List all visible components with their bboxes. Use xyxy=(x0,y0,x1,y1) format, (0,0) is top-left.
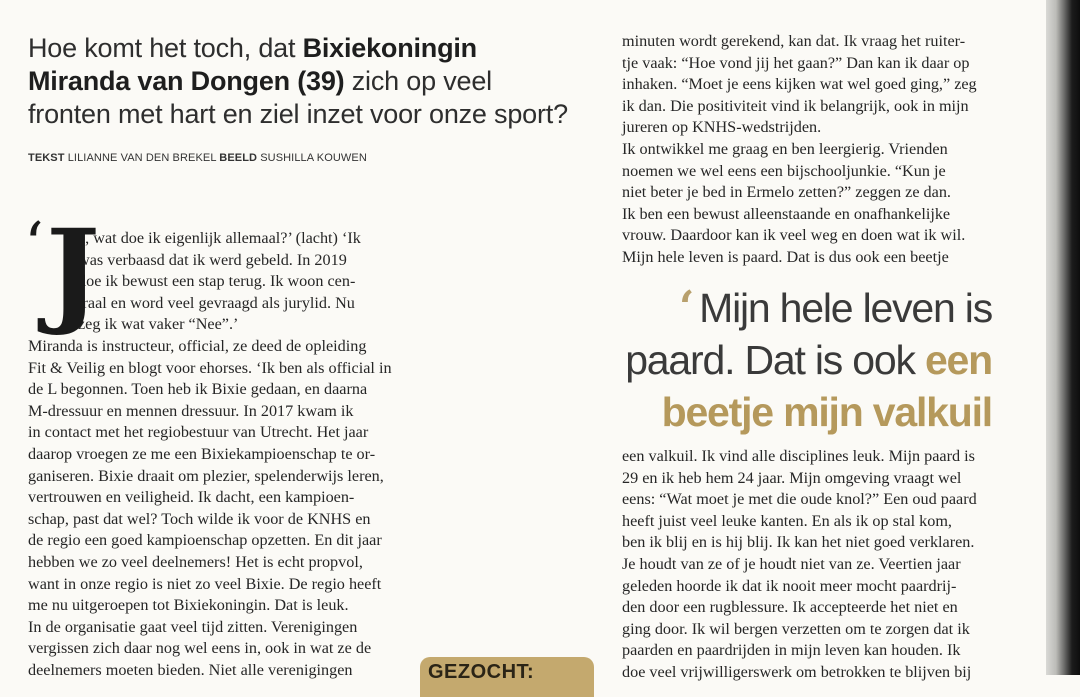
body-line: me nu uitgeroepen tot Bixiekoningin. Dat is leuk. xyxy=(28,596,349,615)
intro-line: traal en word veel gevraagd als jurylid. Nu xyxy=(78,293,355,312)
body-line: ben ik blij en is hij blij. Ik kan het niet goed verklaren. xyxy=(622,533,975,552)
pull-quote-line-2: paard. Dat is ook een xyxy=(625,337,992,383)
headline-subject: Bixiekoningin Miranda van Dongen (39) xyxy=(28,33,477,96)
pull-quote-mark: ‘ xyxy=(678,282,694,333)
body-line: Ik ben een bewust alleenstaande en onafhankelijke xyxy=(622,204,951,223)
body-line: de regio een goed kampioenschap opzetten. En dit jaar xyxy=(28,531,382,550)
pull-quote xyxy=(610,282,992,438)
body-line: tje vaak: “Hoe vond jij het gaan?” Dan kan ik daar op xyxy=(622,53,970,72)
pull-quote-line-3: beetje mijn valkuil xyxy=(661,389,992,435)
body-line: inhaken. “Moet je eens kijken wat wel goed ging,” zeg xyxy=(622,75,977,94)
body-line: 29 en ik heb hem 24 jaar. Mijn omgeving vraagt wel xyxy=(622,468,962,487)
body-line: Ik ontwikkel me graag en ben leergierig. Vrienden xyxy=(622,139,948,158)
drop-cap: J xyxy=(46,204,100,338)
page-binding-edge xyxy=(1046,0,1080,675)
body-line: In de organisatie gaat veel tijd zitten. Verenigingen xyxy=(28,617,358,636)
credit-text-name: LILIANNE VAN DEN BREKEL xyxy=(67,152,217,164)
body-line: den door een rugblessure. Ik accepteerde het niet en xyxy=(622,598,958,617)
right-column-bottom xyxy=(622,446,992,684)
body-paragraph-left xyxy=(28,336,400,682)
headline-intro: Hoe komt het toch, dat xyxy=(28,33,303,63)
body-line: vergissen zich daar nog wel eens in, ook in wat ze de xyxy=(28,639,372,658)
body-line: ganiseren. Bixie draait om plezier, spelenderwijs leren, xyxy=(28,466,384,485)
credit-image-label: BEELD xyxy=(219,152,258,164)
body-line: schap, past dat wel? Toch wilde ik voor de KNHS en xyxy=(28,509,371,528)
body-line: paarden en paardrijden in mijn leven kan houden. Ik xyxy=(622,641,961,660)
body-line: niet beter je bed in Ermelo zetten?” zeggen ze dan. xyxy=(622,183,951,202)
body-line: hebben we zo veel deelnemers! Het is echt propvol, xyxy=(28,552,363,571)
left-column xyxy=(24,204,400,681)
pull-quote-line-1: ‘ Mijn hele leven is xyxy=(678,282,992,333)
intro-line: doe ik bewust een stap terug. Ik woon cen- xyxy=(78,272,356,291)
body-line: ik dan. Die positiviteit vind ik belangrijk, ook in mijn xyxy=(622,96,969,115)
body-line: geleden hoorde ik dat ik nooit meer mocht paardrij- xyxy=(622,576,957,595)
body-line: jureren op KNHS-wedstrijden. xyxy=(622,118,822,137)
headline-rest: zich op veel fronten met hart en ziel inzet voor onze sport? xyxy=(28,66,568,129)
body-line: een valkuil. Ik vind alle disciplines leuk. Mijn paard is xyxy=(622,447,975,465)
body-line: deelnemers moeten bieden. Niet alle verenigingen xyxy=(28,660,353,679)
body-line: in contact met het regiobestuur van Utrecht. Het jaar xyxy=(28,423,369,442)
intro-line: was verbaasd dat ik werd gebeld. In 2019 xyxy=(78,250,347,269)
body-line: Fit & Veilig en blogt voor ehorses. ‘Ik ben als official in xyxy=(28,358,392,377)
body-line: eens: “Wat moet je met die oude knol?” Een oud paard xyxy=(622,490,977,509)
body-line: heeft juist veel leuke kanten. En als ik op stal kom, xyxy=(622,511,952,530)
sidebox-header: GEZOCHT: xyxy=(420,657,594,697)
article-credits xyxy=(28,152,528,164)
credit-image-name: SUSHILLA KOUWEN xyxy=(260,152,367,164)
opening-quote-mark: ‘ xyxy=(24,208,44,281)
credit-text-label: TEKST xyxy=(28,152,65,164)
body-line: noemen we wel eens een bijschooljunkie. “Kun je xyxy=(622,161,946,180)
body-line: Miranda is instructeur, official, ze deed de opleiding xyxy=(28,336,367,355)
body-line: vertrouwen en veiligheid. Ik dacht, een kampioen- xyxy=(28,488,355,507)
intro-line: zeg ik wat vaker “Nee”.’ xyxy=(78,315,239,334)
body-line: ging door. Ik wil bergen verzetten om te zorgen dat ik xyxy=(622,619,970,638)
intro-line: a, wat doe ik eigenlijk allemaal?’ (lacht) ‘Ik xyxy=(78,229,361,247)
body-line: vrouw. Daardoor kan ik veel weg en doen wat ik wil. xyxy=(622,226,966,245)
body-line: de L begonnen. Toen heb ik Bixie gedaan, en daarna xyxy=(28,380,368,399)
body-line: Mijn hele leven is paard. Dat is dus ook een beetje xyxy=(622,247,949,266)
body-line: doe veel vrijwilligerswerk om betrokken te blijven bij xyxy=(622,662,972,681)
body-line: M-dressuur en mennen dressuur. In 2017 kwam ik xyxy=(28,401,354,420)
article-headline xyxy=(28,32,578,131)
right-column-top xyxy=(622,31,992,269)
body-line: Je houdt van ze of je houdt niet van ze. Veertien jaar xyxy=(622,554,961,573)
body-line: want in onze regio is niet zo veel Bixie. De regio heeft xyxy=(28,574,382,593)
body-line: daarop vroegen ze me een Bixiekampioenschap te or- xyxy=(28,444,376,463)
body-line: minuten wordt gerekend, kan dat. Ik vraag het ruiter- xyxy=(622,32,966,50)
